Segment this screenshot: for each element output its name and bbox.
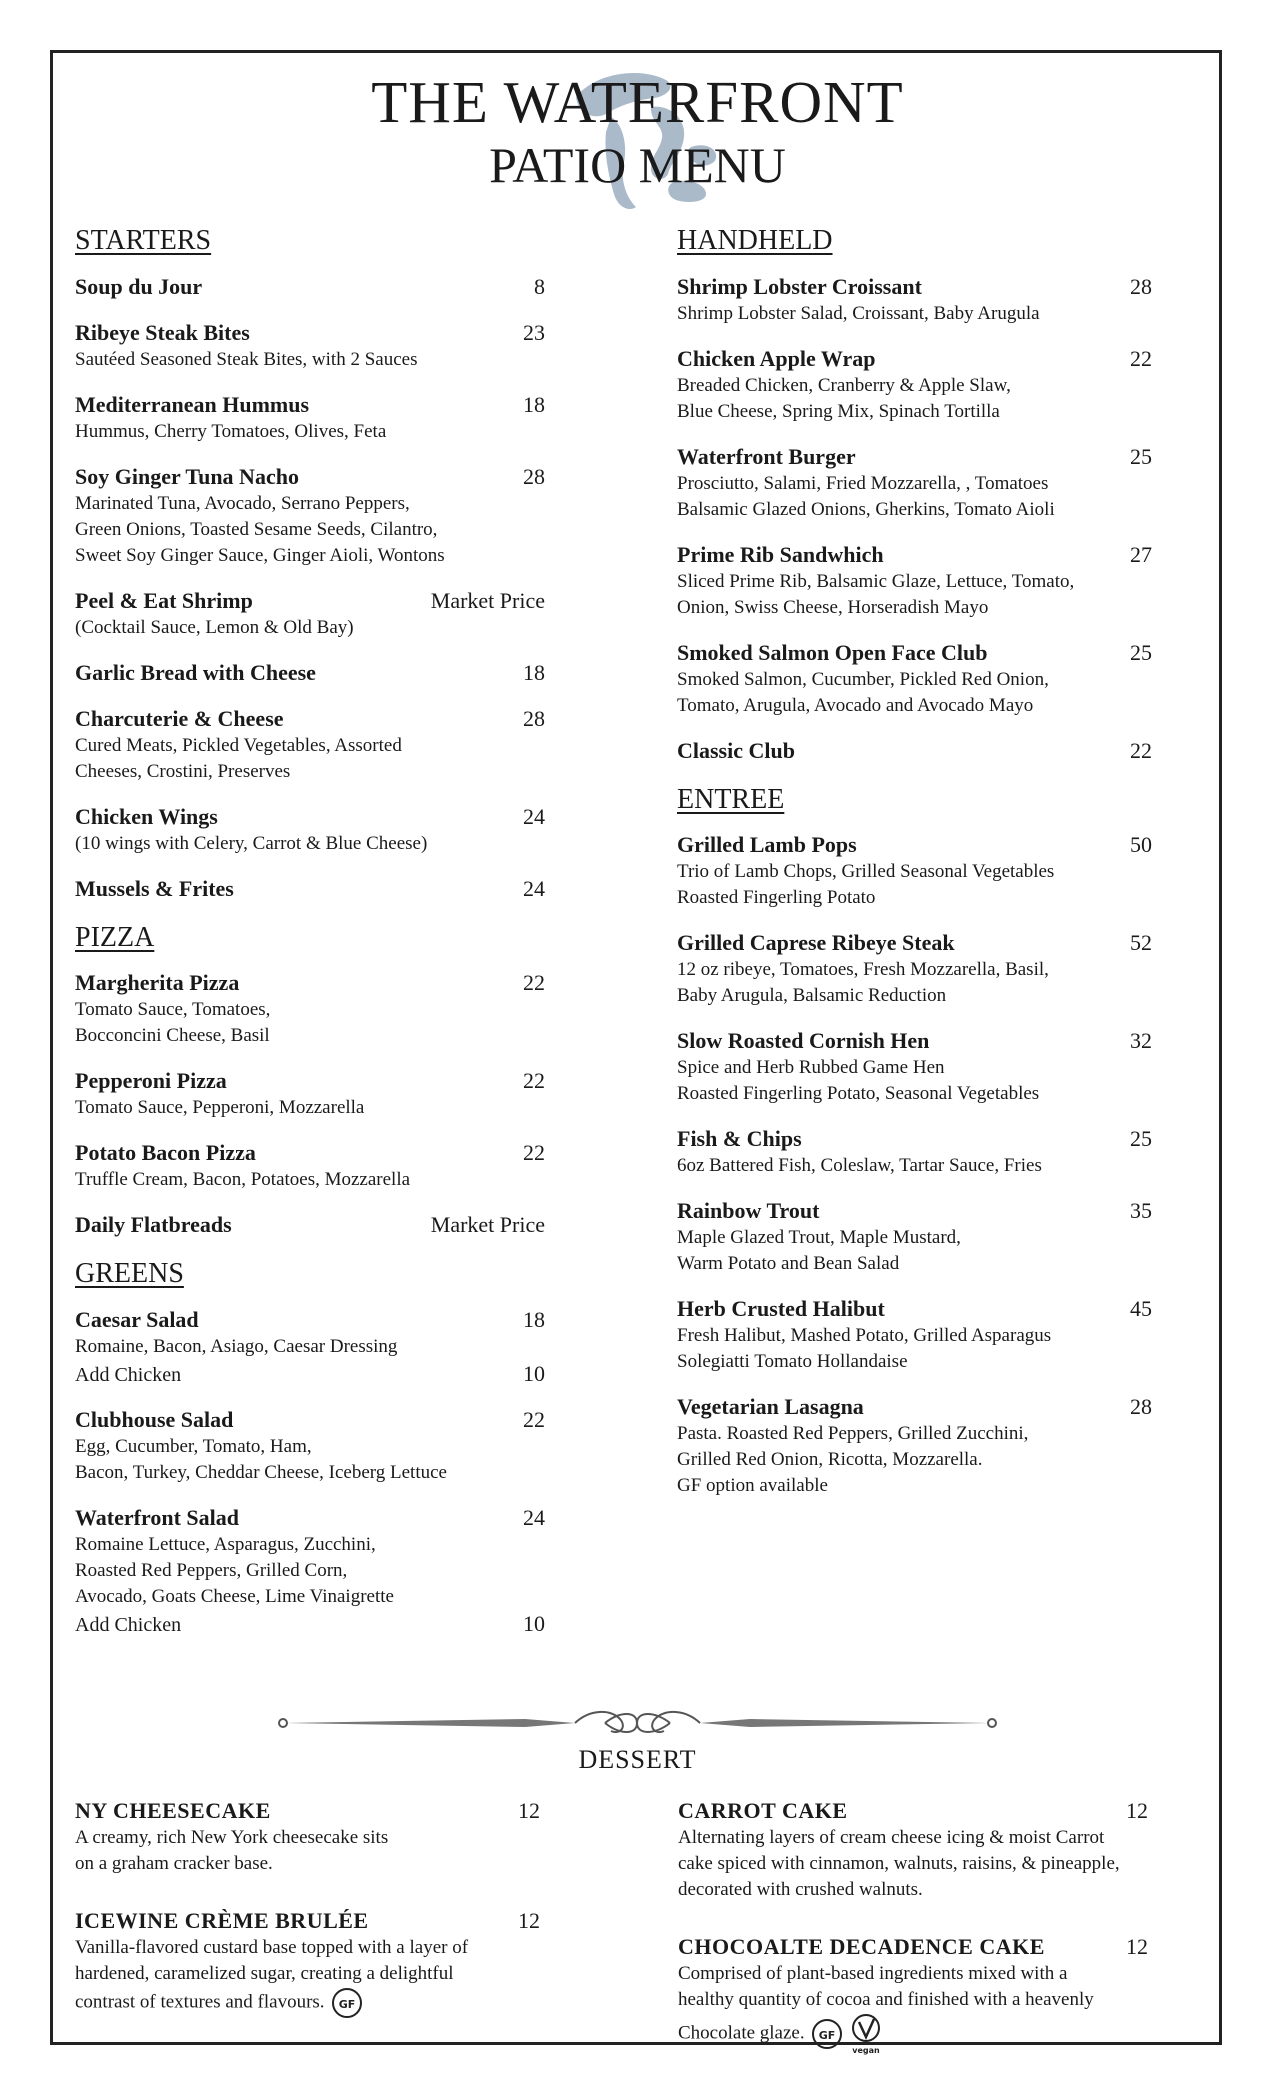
menu-item-description xyxy=(677,1225,1152,1251)
menu-item-name: Rainbow Trout xyxy=(677,1198,820,1224)
menu-item-price: 23 xyxy=(523,319,545,345)
menu-item-name: Vegetarian Lasagna xyxy=(677,1394,864,1420)
menu-item-description xyxy=(677,1473,1152,1499)
menu-item-header xyxy=(677,1197,1152,1225)
menu-item xyxy=(75,659,545,687)
description-text: Warm Potato and Bean Salad xyxy=(677,1253,900,1275)
menu-item-price: 22 xyxy=(523,1140,545,1166)
menu-item-header xyxy=(75,463,545,491)
menu-item-name: Herb Crusted Halibut xyxy=(677,1296,885,1322)
menu-item-name: Mediterranean Hummus xyxy=(75,391,310,417)
description-text: GF option available xyxy=(677,1475,828,1497)
menu-item-description xyxy=(677,1153,1152,1179)
menu-item-name: Grilled Caprese Ribeye Steak xyxy=(677,930,955,956)
menu-item xyxy=(75,969,545,1049)
menu-item-price: 22 xyxy=(523,970,545,996)
menu-item-name: Smoked Salmon Open Face Club xyxy=(677,639,988,665)
description-text: 12 oz ribeye, Tomatoes, Fresh Mozzarella, Basil, xyxy=(677,959,1049,981)
menu-item-description xyxy=(677,399,1152,425)
description-text: (Cocktail Sauce, Lemon & Old Bay) xyxy=(75,616,354,638)
menu-item-name: NY CHEESECAKE xyxy=(75,1798,271,1823)
menu-item-description xyxy=(75,1558,545,1584)
description-text: Sliced Prime Rib, Balsamic Glaze, Lettuce, Tomato, xyxy=(677,570,1075,592)
menu-item-name: Caesar Salad xyxy=(75,1306,199,1332)
description-text: Trio of Lamb Chops, Grilled Seasonal Vegetables xyxy=(677,861,1055,883)
menu-item xyxy=(677,443,1152,523)
menu-item-price: 24 xyxy=(523,875,545,901)
menu-item-description xyxy=(678,1825,1148,1851)
menu-item-header xyxy=(75,391,545,419)
menu-item-header xyxy=(75,969,545,997)
description-text: cake spiced with cinnamon, walnuts, raisins, & pineapple, xyxy=(678,1853,1120,1874)
menu-item-description xyxy=(75,1460,545,1486)
menu-item xyxy=(677,1125,1152,1179)
description-text: Breaded Chicken, Cranberry & Apple Slaw, xyxy=(677,374,1011,396)
menu-item-header xyxy=(75,1797,540,1825)
section-heading-handheld: HANDHELD xyxy=(677,225,833,256)
description-text: Avocado, Goats Cheese, Lime Vinaigrette xyxy=(75,1585,394,1607)
menu-item-description xyxy=(677,569,1152,595)
description-text: Egg, Cucumber, Tomato, Ham, xyxy=(75,1435,312,1457)
addon-row xyxy=(75,1360,545,1388)
menu-item xyxy=(677,345,1152,425)
section-heading-greens: GREENS xyxy=(75,1258,184,1290)
menu-item-price: 12 xyxy=(1126,1934,1148,1959)
description-text: Spice and Herb Rubbed Game Hen xyxy=(677,1057,945,1079)
description-text: Chocolate glaze. xyxy=(678,2022,805,2044)
menu-item-name: Slow Roasted Cornish Hen xyxy=(677,1028,930,1054)
menu-item-header xyxy=(75,1211,545,1239)
menu-item-description xyxy=(75,517,545,543)
menu-item-header xyxy=(678,1797,1148,1825)
menu-item-description xyxy=(75,997,545,1023)
description-text: (10 wings with Celery, Carrot & Blue Cheese) xyxy=(75,832,428,854)
menu-item-price: 50 xyxy=(1130,832,1152,858)
menu-item-header xyxy=(678,1933,1148,1961)
menu-item-name: Margherita Pizza xyxy=(75,970,240,996)
menu-item-price: 22 xyxy=(1130,737,1152,763)
menu-item-description xyxy=(677,859,1152,885)
menu-item-price: 52 xyxy=(1130,930,1152,956)
menu-item-header xyxy=(75,875,545,903)
menu-item-description xyxy=(677,497,1152,523)
menu-item-description xyxy=(75,1023,545,1049)
menu-item-description xyxy=(677,1081,1152,1107)
menu-item xyxy=(75,875,545,903)
menu-item-description xyxy=(75,733,545,759)
svg-text:GF: GF xyxy=(338,1998,355,2011)
menu-item-name: Soy Ginger Tuna Nacho xyxy=(75,463,299,489)
starters-list xyxy=(75,273,545,903)
menu-item-description xyxy=(75,1095,545,1121)
menu-item-header xyxy=(75,1406,545,1434)
description-text: Bocconcini Cheese, Basil xyxy=(75,1025,270,1047)
menu-item-description xyxy=(75,1334,545,1360)
menu-item-name: Waterfront Salad xyxy=(75,1504,239,1530)
description-text: Balsamic Glazed Onions, Gherkins, Tomato Aioli xyxy=(677,498,1055,520)
menu-item-description xyxy=(75,759,545,785)
menu-item xyxy=(75,273,545,301)
ornamental-divider-icon xyxy=(275,1705,1000,1741)
menu-item xyxy=(75,391,545,445)
description-text: Roasted Fingerling Potato, Seasonal Vegetables xyxy=(677,1083,1040,1105)
description-text: A creamy, rich New York cheesecake sits xyxy=(75,1827,389,1848)
menu-item-price: 22 xyxy=(523,1406,545,1432)
description-text: on a graham cracker base. xyxy=(75,1853,273,1874)
description-text: Tomato Sauce, Pepperoni, Mozzarella xyxy=(75,1097,365,1119)
menu-item-description xyxy=(677,373,1152,399)
description-text: Sautéed Seasoned Steak Bites, with 2 Sauces xyxy=(75,348,418,370)
menu-item-header xyxy=(75,587,545,615)
dessert-left-column xyxy=(75,1797,540,2049)
vegan-icon xyxy=(849,2013,883,2055)
description-text: Hummus, Cherry Tomatoes, Olives, Feta xyxy=(75,420,387,442)
menu-item-price: 18 xyxy=(523,659,545,685)
description-text: Grilled Red Onion, Ricotta, Mozzarella. xyxy=(677,1449,983,1471)
menu-item-header xyxy=(677,1295,1152,1323)
description-text: Roasted Red Peppers, Grilled Corn, xyxy=(75,1559,348,1581)
description-text: Romaine Lettuce, Asparagus, Zucchini, xyxy=(75,1533,376,1555)
menu-item-header xyxy=(677,1393,1152,1421)
menu-item xyxy=(75,1067,545,1121)
menu-subtitle: PATIO MENU xyxy=(489,137,786,193)
menu-item-description xyxy=(75,831,545,857)
gluten-free-icon xyxy=(331,1987,363,2019)
menu-item-name: Garlic Bread with Cheese xyxy=(75,659,316,685)
menu-item-name: Classic Club xyxy=(677,737,795,763)
menu-item-price: 12 xyxy=(518,1798,540,1823)
menu-item-name: Daily Flatbreads xyxy=(75,1212,232,1238)
menu-item-description xyxy=(75,491,545,517)
menu-item-header xyxy=(75,273,545,301)
right-column xyxy=(677,224,1152,1517)
menu-item xyxy=(677,1393,1152,1499)
description-text: Cured Meats, Pickled Vegetables, Assorted xyxy=(75,734,402,756)
description-text: Cheeses, Crostini, Preserves xyxy=(75,760,291,782)
menu-item-name: CHOCOALTE DECADENCE CAKE xyxy=(678,1934,1045,1959)
menu-item-description xyxy=(677,885,1152,911)
menu-item-description xyxy=(75,615,545,641)
addon-label: Add Chicken xyxy=(75,1613,182,1636)
menu-item xyxy=(677,1295,1152,1375)
section-heading-entree: ENTREE xyxy=(677,783,785,815)
menu-item-price: 28 xyxy=(1130,273,1152,299)
menu-item-description xyxy=(677,1447,1152,1473)
description-text: Shrimp Lobster Salad, Croissant, Baby Arugula xyxy=(677,302,1040,324)
menu-item-description xyxy=(677,301,1152,327)
menu-item-price: 22 xyxy=(523,1068,545,1094)
menu-item-description xyxy=(678,2013,1148,2055)
menu-item-price: 28 xyxy=(523,705,545,731)
menu-item-description xyxy=(75,1935,540,1961)
menu-item xyxy=(677,1027,1152,1107)
menu-item-price: Market Price xyxy=(430,587,545,613)
menu-item-price: 24 xyxy=(523,1504,545,1530)
menu-item-price: 45 xyxy=(1130,1296,1152,1322)
menu-item xyxy=(75,1907,540,2019)
menu-item xyxy=(75,1211,545,1239)
description-text: Romaine, Bacon, Asiago, Caesar Dressing xyxy=(75,1335,398,1357)
menu-item-description xyxy=(677,1055,1152,1081)
menu-item-price: 25 xyxy=(1130,443,1152,469)
section-heading-starters: STARTERS xyxy=(75,225,212,256)
menu-item-name: Shrimp Lobster Croissant xyxy=(677,273,922,299)
menu-item xyxy=(75,1406,545,1486)
menu-item-header xyxy=(677,1027,1152,1055)
menu-item-name: Pepperoni Pizza xyxy=(75,1068,227,1094)
menu-item xyxy=(677,541,1152,621)
menu-item-price: 35 xyxy=(1130,1198,1152,1224)
menu-item-name: Potato Bacon Pizza xyxy=(75,1140,256,1166)
menu-item-name: Peel & Eat Shrimp xyxy=(75,587,253,613)
menu-item-description xyxy=(677,983,1152,1009)
restaurant-title: THE WATERFRONT xyxy=(371,69,904,135)
menu-item-price: 27 xyxy=(1130,541,1152,567)
menu-item-name: Waterfront Burger xyxy=(677,443,856,469)
menu-item-header xyxy=(677,443,1152,471)
description-text: Tomato Sauce, Tomatoes, xyxy=(75,999,271,1021)
menu-item-name: Prime Rib Sandwhich xyxy=(677,541,884,567)
menu-item-header xyxy=(677,1125,1152,1153)
menu-item-description xyxy=(677,693,1152,719)
description-text: Comprised of plant-based ingredients mixed with a xyxy=(678,1963,1068,1984)
menu-item-description xyxy=(678,1851,1148,1877)
menu-item-header xyxy=(75,1907,540,1935)
description-text: Marinated Tuna, Avocado, Serrano Peppers, xyxy=(75,492,410,514)
menu-item-name: ICEWINE CRÈME BRULÉE xyxy=(75,1908,369,1933)
menu-item-description xyxy=(75,1584,545,1610)
description-text: Smoked Salmon, Cucumber, Pickled Red Onion, xyxy=(677,668,1049,690)
menu-item xyxy=(75,1504,545,1638)
section-heading-dessert: DESSERT xyxy=(578,1745,697,1774)
menu-item-name: CARROT CAKE xyxy=(678,1798,848,1823)
description-text: Alternating layers of cream cheese icing & moist Carrot xyxy=(678,1827,1105,1848)
menu-item-price: 12 xyxy=(518,1908,540,1933)
menu-item-header xyxy=(75,803,545,831)
menu-item-header xyxy=(677,831,1152,859)
menu-item-price: 18 xyxy=(523,1306,545,1332)
menu-item-name: Ribeye Steak Bites xyxy=(75,319,250,345)
description-text: decorated with crushed walnuts. xyxy=(678,1879,923,1900)
greens-list xyxy=(75,1306,545,1638)
pizza-list xyxy=(75,969,545,1239)
menu-item-price: 28 xyxy=(523,463,545,489)
menu-item-header xyxy=(75,705,545,733)
entree-list xyxy=(677,831,1152,1499)
addon-price: 10 xyxy=(523,1360,545,1386)
description-text: contrast of textures and flavours. xyxy=(75,1991,325,2013)
description-text: Maple Glazed Trout, Maple Mustard, xyxy=(677,1227,961,1249)
menu-item-description xyxy=(677,471,1152,497)
menu-item-name: Chicken Apple Wrap xyxy=(677,345,876,371)
menu-item-price: 28 xyxy=(1130,1394,1152,1420)
description-text: Sweet Soy Ginger Sauce, Ginger Aioli, Wontons xyxy=(75,544,445,566)
description-text: healthy quantity of cocoa and finished with a heavenly xyxy=(678,1989,1094,2010)
description-text: Vanilla-flavored custard base topped with a layer of xyxy=(75,1937,469,1958)
menu-item xyxy=(75,587,545,641)
menu-item xyxy=(75,1797,540,1877)
addon-price: 10 xyxy=(523,1610,545,1636)
menu-item xyxy=(677,639,1152,719)
menu-item-header xyxy=(75,1139,545,1167)
menu-item-description xyxy=(677,957,1152,983)
description-text: Green Onions, Toasted Sesame Seeds, Cilantro, xyxy=(75,518,438,540)
menu-item-name: Clubhouse Salad xyxy=(75,1406,234,1432)
menu-item xyxy=(75,463,545,569)
svg-text:vegan: vegan xyxy=(851,2046,880,2055)
menu-item-description xyxy=(75,1851,540,1877)
menu-item-price: 8 xyxy=(534,273,545,299)
handheld-list xyxy=(677,273,1152,765)
menu-item-description xyxy=(678,1961,1148,1987)
description-text: Baby Arugula, Balsamic Reduction xyxy=(677,985,947,1007)
menu-item-header xyxy=(75,1067,545,1095)
menu-item-description xyxy=(677,1323,1152,1349)
menu-item-description xyxy=(677,1349,1152,1375)
menu-item-header xyxy=(677,639,1152,667)
menu-item xyxy=(677,1197,1152,1277)
menu-item xyxy=(75,1139,545,1193)
menu-item-price: Market Price xyxy=(430,1212,545,1238)
menu-item-header xyxy=(677,737,1152,765)
menu-item xyxy=(678,1933,1148,2055)
gluten-free-icon xyxy=(811,2018,843,2050)
section-heading-pizza: PIZZA xyxy=(75,921,155,953)
menu-item-name: Charcuterie & Cheese xyxy=(75,705,284,731)
menu-item-header xyxy=(677,929,1152,957)
menu-item xyxy=(677,737,1152,765)
menu-item-description xyxy=(677,1421,1152,1447)
menu-item-price: 25 xyxy=(1130,1126,1152,1152)
addon-row xyxy=(75,1610,545,1638)
menu-item xyxy=(75,319,545,373)
menu-item-header xyxy=(75,1504,545,1532)
left-column xyxy=(75,224,545,1656)
menu-item-description xyxy=(75,543,545,569)
menu-item-description xyxy=(75,1434,545,1460)
menu-item-description xyxy=(75,1987,540,2019)
menu-item-description xyxy=(678,1877,1148,1903)
menu-item xyxy=(678,1797,1148,1903)
menu-item xyxy=(75,1306,545,1388)
menu-item-description xyxy=(677,595,1152,621)
menu-item-description xyxy=(75,1532,545,1558)
description-text: Solegiatti Tomato Hollandaise xyxy=(677,1351,908,1373)
menu-item-name: Mussels & Frites xyxy=(75,875,234,901)
description-text: Blue Cheese, Spring Mix, Spinach Tortilla xyxy=(677,400,1000,422)
menu-item-description xyxy=(75,1167,545,1193)
description-text: Truffle Cream, Bacon, Potatoes, Mozzarella xyxy=(75,1169,411,1191)
menu-item-name: Chicken Wings xyxy=(75,803,218,829)
menu-item-price: 18 xyxy=(523,391,545,417)
description-text: Prosciutto, Salami, Fried Mozzarella, , Tomatoes xyxy=(677,472,1049,494)
menu-item xyxy=(75,705,545,785)
menu-item-header xyxy=(677,541,1152,569)
menu-item-header xyxy=(75,319,545,347)
menu-item xyxy=(75,803,545,857)
svg-text:GF: GF xyxy=(818,2029,835,2042)
addon-label: Add Chicken xyxy=(75,1363,182,1386)
menu-item-header xyxy=(677,273,1152,301)
menu-item xyxy=(677,273,1152,327)
menu-item-price: 25 xyxy=(1130,639,1152,665)
menu-item xyxy=(677,929,1152,1009)
description-text: Bacon, Turkey, Cheddar Cheese, Iceberg Lettuce xyxy=(75,1461,447,1483)
description-text: Onion, Swiss Cheese, Horseradish Mayo xyxy=(677,596,989,618)
menu-item-description xyxy=(678,1987,1148,2013)
menu-item-name: Soup du Jour xyxy=(75,273,203,299)
menu-item-header xyxy=(677,345,1152,373)
menu-item-description xyxy=(677,1251,1152,1277)
menu-item-price: 24 xyxy=(523,803,545,829)
menu-item-description xyxy=(75,1961,540,1987)
menu-item-description xyxy=(75,419,545,445)
menu-item-description xyxy=(677,667,1152,693)
menu-item-header xyxy=(75,659,545,687)
menu-item-description xyxy=(75,1825,540,1851)
description-text: Roasted Fingerling Potato xyxy=(677,887,876,909)
menu-item-price: 22 xyxy=(1130,345,1152,371)
dessert-right-column xyxy=(678,1797,1148,2085)
menu-item-description xyxy=(75,347,545,373)
description-text: Pasta. Roasted Red Peppers, Grilled Zucchini, xyxy=(677,1423,1029,1445)
menu-item-price: 32 xyxy=(1130,1028,1152,1054)
description-text: Tomato, Arugula, Avocado and Avocado Mayo xyxy=(677,694,1034,716)
description-text: Fresh Halibut, Mashed Potato, Grilled Asparagus xyxy=(677,1325,1052,1347)
menu-item-header xyxy=(75,1306,545,1334)
description-text: 6oz Battered Fish, Coleslaw, Tartar Sauce, Fries xyxy=(677,1155,1042,1177)
description-text: hardened, caramelized sugar, creating a delightful xyxy=(75,1963,454,1984)
menu-item-name: Grilled Lamb Pops xyxy=(677,832,857,858)
menu-item-price: 12 xyxy=(1126,1798,1148,1823)
menu-item xyxy=(677,831,1152,911)
menu-item-name: Fish & Chips xyxy=(677,1126,802,1152)
